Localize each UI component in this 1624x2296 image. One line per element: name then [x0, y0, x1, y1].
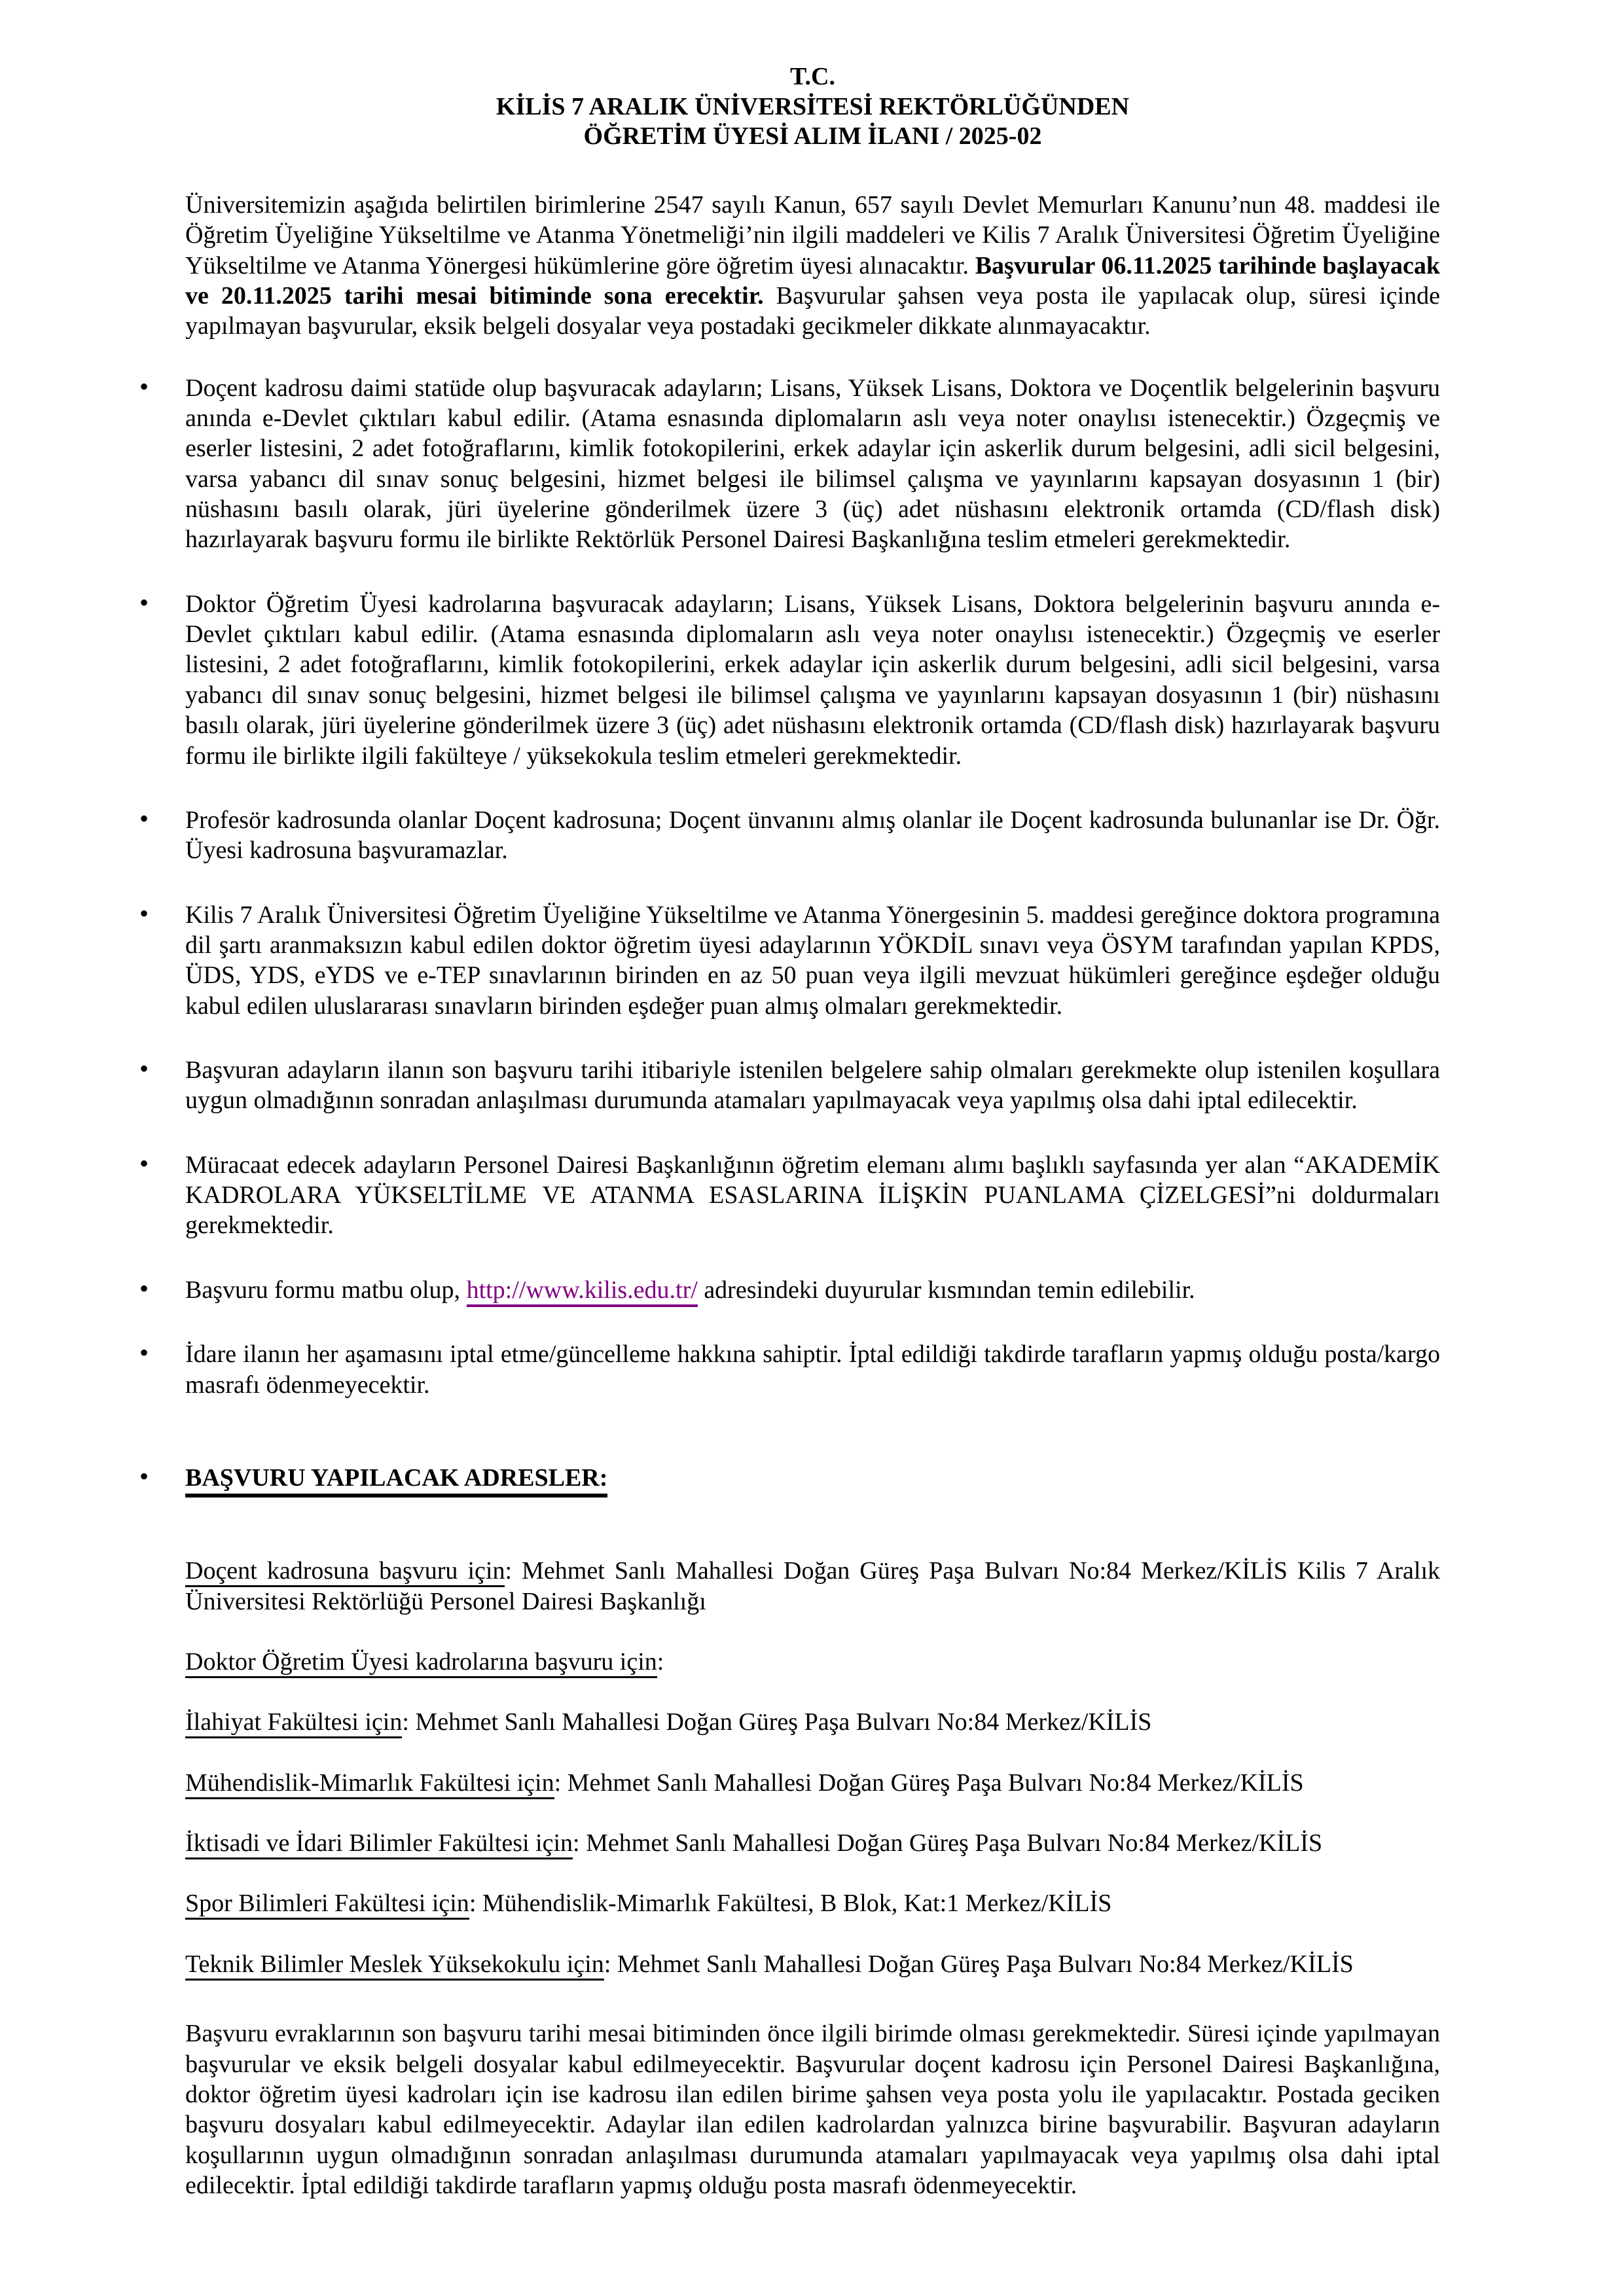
bullet-doctor-lecturer-requirements	[139, 587, 1440, 771]
addresses-section-heading: BAŞVURU YAPILACAK ADRESLER:	[185, 1463, 1440, 1493]
bullet-text	[185, 1275, 1440, 1305]
bullet-text: Doktor Öğretim Üyesi kadrolarına başvuracak adayların; Lisans, Yüksek Lisans, Doktora belgelerinin başvuru anında e-Devlet çıktıları kabul edilir. (Atama esnasında diplomaların aslı veya noter onaylısı istenecektir.) Özgeçmiş ve eserler listesini, 2 adet fotoğraflarını, kimlik fotokopilerini, erkek adaylar için askerlik durum belgesini, adli sicil belgesini, varsa yabancı dil sınav sonuç belgesini, hizmet belgesi ile bilimsel çalışma ve yayınlarını kapsayan dosyasının 1 (bir) nüshasını basılı olarak, jüri üyelerine gönderilmek üzere 3 (üç) adet nüshasını elektronik ortamda (CD/flash disk) hazırlayarak başvuru formu ile birlikte ilgili fakülteye / yüksekokula teslim etmeleri gerekmektedir.	[185, 590, 1440, 770]
address-doctor-lecturer-heading	[185, 1647, 1440, 1677]
bullet-dot-icon: •	[139, 371, 149, 401]
address-text: : Mehmet Sanlı Mahallesi Doğan Güreş Paşa Bulvarı No:84 Merkez/KİLİS	[604, 1950, 1354, 1978]
address-sport-sciences-faculty	[185, 1888, 1440, 1918]
header-announcement-title: ÖĞRETİM ÜYESİ ALIM İLANI / 2025-02	[583, 122, 1042, 151]
address-label: Doktor Öğretim Üyesi kadrolarına başvuru için	[185, 1648, 657, 1678]
address-technical-vocational-school	[185, 1949, 1440, 1979]
bullet-text: Kilis 7 Aralık Üniversitesi Öğretim Üyeliğine Yükseltilme ve Atanma Yönergesinin 5. maddesi gereğince doktora programına dil şartı aranmaksızın kabul edilen doktor öğretim üyesi adaylarının YÖKDİL sınavı veya ÖSYM tarafından yapılan KPDS, ÜDS, YDS, eYDS ve e-TEP sınavlarının birinden en az 50 puan veya ilgili mevzuat hükümleri gereğince eşdeğer olduğu kabul edilen uluslararası sınavların birinden eşdeğer puan almış olmaları gerekmektedir.	[185, 901, 1440, 1020]
bullet-scoring-chart	[139, 1148, 1440, 1241]
address-label: Mühendislik-Mimarlık Fakültesi için	[185, 1769, 554, 1799]
intro-text-start: Üniversitemizin aşağıda belirtilen birimlerine 2547 sayılı Kanun, 657 sayılı Devlet Memurları Kanunu’nun 48. maddesi ile Öğretim Üyeliğine Yükseltilme ve Atanma Yönetmeliği’nin ilgili maddeleri ve Kilis 7 Aralık Üniversitesi Öğretim Üyeliğine Yükseltilme ve Atanma Yönergesi hükümlerine göre öğretim üyesi alınacaktır.	[185, 190, 1440, 279]
bullet-text: Başvuran adayların ilanın son başvuru tarihi itibariyle istenilen belgelere sahip olmaları gerekmekte olup istenilen koşullara uygun olmadığının sonradan anlaşılması durumunda atamaları yapılmayacak veya yapılmış olsa dahi iptal edilecektir.	[185, 1056, 1440, 1115]
address-label: İlahiyat Fakültesi için	[185, 1708, 402, 1738]
address-theology-faculty	[185, 1707, 1440, 1737]
bullet-dot-icon: •	[139, 1054, 149, 1084]
document-header	[185, 62, 1440, 152]
bullet-text: İdare ilanın her aşamasını iptal etme/güncelleme hakkına sahiptir. İptal edildiği takdirde tarafların yapmış olduğu posta/kargo masrafı ödenmeyecektir.	[185, 1340, 1440, 1399]
bullet-text: Doçent kadrosu daimi statüde olup başvuracak adayların; Lisans, Yüksek Lisans, Doktora ve Doçentlik belgelerinin başvuru anında e-Devlet çıktıları kabul edilir. (Atama esnasında diplomaların aslı veya noter onaylısı istenecektir.) Özgeçmiş ve eserler listesini, 2 adet fotoğraflarını, kimlik fotokopilerini, erkek adaylar için askerlik durum belgesini, adli sicil belgesini, varsa yabancı dil sınav sonuç belgesini, hizmet belgesi ile bilimsel çalışma ve yayınlarını kapsayan dosyasının 1 (bir) nüshasını basılı olarak, jüri üyelerine gönderilmek üzere 3 (üç) adet nüshasını elektronik ortamda (CD/flash disk) hazırlayarak başvuru formu ile birlikte Rektörlük Personel Dairesi Başkanlığına teslim etmeleri gerekmektedir.	[185, 374, 1440, 554]
address-text: : Mehmet Sanlı Mahallesi Doğan Güreş Paşa Bulvarı No:84 Merkez/KİLİS Kilis 7 Aralık Üniversitesi Rektörlüğü Personel Dairesi Başkanlığı	[185, 1557, 1441, 1615]
bullet-dot-icon: •	[139, 803, 149, 833]
kilis-website-link[interactable]: http://www.kilis.edu.tr/	[467, 1276, 698, 1307]
address-label: İktisadi ve İdari Bilimler Fakültesi için	[185, 1829, 573, 1859]
intro-deadline-bold: Başvurular 06.11.2025 tarihinde başlayacak ve 20.11.2025 tarihi mesai bitiminde sona erecektir.	[185, 251, 1440, 310]
bullet-docent-requirements	[139, 371, 1440, 555]
bullet-document-eligibility	[139, 1054, 1440, 1116]
bullet-application-form	[139, 1273, 1440, 1305]
closing-paragraph: Başvuru evraklarının son başvuru tarihi mesai bitiminden önce ilgili birimde olması gerekmektedir. Süresi içinde yapılmayan başvurular ve eksik belgeli dosyalar kabul edilmeyecektir. Başvurular doçent kadrosu için Personel Dairesi Başkanlığına, doktor öğretim üyesi kadroları için ise kadrosu ilan edilen birime şahsen veya posta yolu ile yapılacaktır. Postada geciken başvuru dosyaları kabul edilmeyecektir. Adaylar ilan edilen kadrolardan yalnızca birine başvurabilir. Başvuran adayların koşullarının uygun olmadığının sonradan anlaşılması durumunda atamaları yapılmayacak veya yapılmış olsa dahi iptal edilecektir. İptal edildiği takdirde tarafların yapmış olduğu posta masrafı ödenmeyecektir.	[185, 2020, 1440, 2199]
address-label: Spor Bilimleri Fakültesi için	[185, 1890, 469, 1920]
bullet-language-requirement	[139, 898, 1440, 1021]
bullet-text: Müracaat edecek adayların Personel Dairesi Başkanlığının öğretim elemanı alımı başlıklı sayfasında yer alan “AKADEMİK KADROLARA YÜKSELTİLME VE ATANMA ESASLARINA İLİŞKİN PUANLAMA ÇİZELGESİ”ni doldurmaları gerekmektedir.	[185, 1151, 1440, 1240]
bullet-dot-icon: •	[139, 1461, 149, 1491]
bullet-addresses-heading	[139, 1461, 1440, 1493]
bullet-dot-icon: •	[139, 1273, 149, 1303]
address-docent	[185, 1556, 1440, 1617]
header-tc: T.C.	[790, 63, 835, 90]
header-university-title: KİLİS 7 ARALIK ÜNİVERSİTESİ REKTÖRLÜĞÜNDEN	[496, 92, 1130, 120]
address-text: : Mühendislik-Mimarlık Fakültesi, B Blok, Kat:1 Merkez/KİLİS	[469, 1890, 1112, 1918]
bullet-cancellation-right	[139, 1338, 1440, 1400]
bullet-text: Profesör kadrosunda olanlar Doçent kadrosuna; Doçent ünvanını almış olanlar ile Doçent kadrosunda bulunanlar ise Dr. Öğr. Üyesi kadrosuna başvuramazlar.	[185, 806, 1440, 865]
address-label: Teknik Bilimler Meslek Yüksekokulu için	[185, 1950, 604, 1981]
intro-text-end: Başvurular şahsen veya posta ile yapılacak olup, süresi içinde yapılmayan başvurular, eksik belgeli dosyalar veya postadaki gecikmeler dikkate alınmayacaktır.	[185, 281, 1440, 340]
address-text: :	[657, 1648, 664, 1676]
address-label: Doçent kadrosuna başvuru için	[185, 1557, 505, 1587]
address-text: : Mehmet Sanlı Mahallesi Doğan Güreş Paşa Bulvarı No:84 Merkez/KİLİS	[554, 1768, 1304, 1797]
bullet-dot-icon: •	[139, 898, 149, 928]
address-economics-administrative-faculty	[185, 1828, 1440, 1858]
bullet-dot-icon: •	[139, 1338, 149, 1368]
bullet-dot-icon: •	[139, 1148, 149, 1178]
address-text: : Mehmet Sanlı Mahallesi Doğan Güreş Paşa Bulvarı No:84 Merkez/KİLİS	[402, 1708, 1152, 1736]
form-text-before-link: Başvuru formu matbu olup,	[185, 1276, 467, 1304]
form-text-after-link: adresindeki duyurular kısmından temin edilebilir.	[697, 1276, 1195, 1304]
bullet-dot-icon: •	[139, 587, 149, 617]
address-engineering-architecture-faculty	[185, 1768, 1440, 1798]
address-text: : Mehmet Sanlı Mahallesi Doğan Güreş Paşa Bulvarı No:84 Merkez/KİLİS	[573, 1829, 1323, 1857]
intro-paragraph	[185, 190, 1440, 342]
bullet-professor-restriction	[139, 803, 1440, 866]
